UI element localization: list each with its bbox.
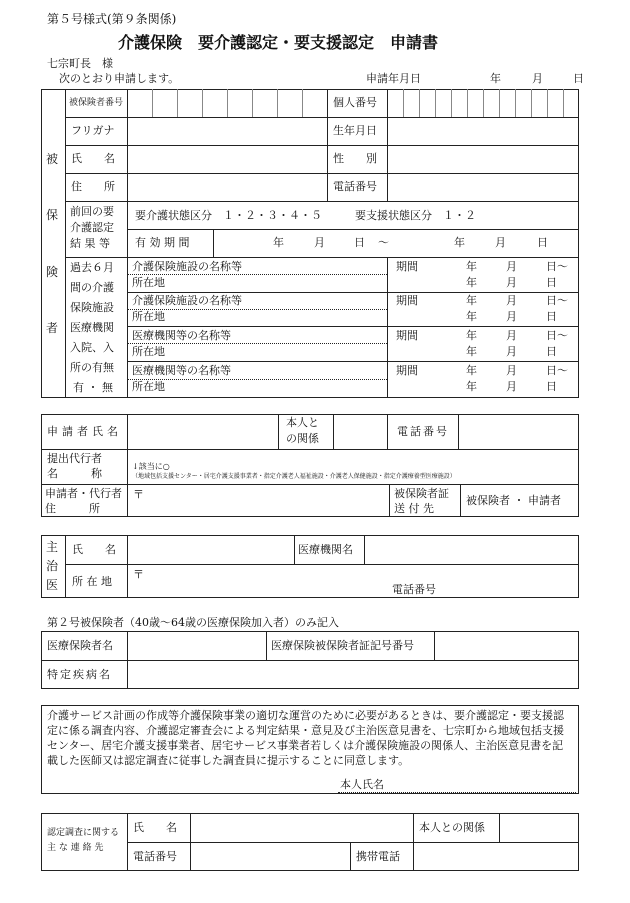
facility-2-from-month: 月 bbox=[506, 294, 517, 307]
valid-to-year-input[interactable] bbox=[400, 230, 452, 256]
facility-1-address-input[interactable] bbox=[180, 275, 386, 291]
history-label-6: 所の有無 bbox=[70, 361, 114, 374]
facility-4-period-label: 期間 bbox=[396, 364, 418, 377]
disease-input[interactable] bbox=[128, 661, 578, 688]
applicant-phone-label: 電話番号 bbox=[397, 425, 449, 438]
address-label: 住 所 bbox=[71, 180, 115, 193]
personal-number-input[interactable] bbox=[388, 90, 578, 116]
facility-1-to-year: 年 bbox=[466, 276, 477, 289]
contact-name-label: 氏 名 bbox=[133, 821, 177, 834]
relation-label-1: 本人と bbox=[286, 416, 319, 429]
birthdate-input[interactable] bbox=[388, 118, 578, 144]
valid-from-year-unit: 年 bbox=[273, 236, 284, 249]
valid-period-tilde: ～ bbox=[378, 236, 389, 249]
insured-number-input[interactable] bbox=[128, 90, 327, 116]
applicant-name-label: 申請者氏名 bbox=[47, 425, 122, 438]
insured-side-char-4: 者 bbox=[46, 321, 59, 335]
facility-1-name-input[interactable] bbox=[270, 258, 386, 274]
facility-3-name-label: 医療機関等の名称等 bbox=[132, 329, 231, 342]
phone-label: 電話番号 bbox=[333, 180, 377, 193]
applicant-address-label-1: 申請者・代行者 bbox=[45, 487, 122, 500]
insured-side-char-3: 険 bbox=[46, 265, 59, 279]
application-month-input[interactable] bbox=[503, 71, 529, 87]
contact-mobile-input[interactable] bbox=[414, 843, 578, 870]
facility-2-name-label: 介護保険施設の名称等 bbox=[132, 294, 242, 307]
furigana-input[interactable] bbox=[128, 118, 327, 144]
form-number: 第５号様式(第９条関係) bbox=[47, 12, 177, 26]
gender-label: 性 別 bbox=[333, 152, 377, 165]
valid-from-day-unit: 日 bbox=[354, 236, 365, 249]
institution-input[interactable] bbox=[365, 536, 578, 563]
insured-number-label: 被保険者番号 bbox=[69, 98, 124, 108]
facility-3-to-year: 年 bbox=[466, 345, 477, 358]
contact-relation-label: 本人との関係 bbox=[419, 821, 485, 834]
valid-from-year-input[interactable] bbox=[214, 230, 270, 256]
consent-line-4: 載した医師又は認定調査に従事した調査員に提示することに同意します。 bbox=[47, 754, 410, 767]
history-label-3: 保険施設 bbox=[70, 301, 114, 314]
facility-4-address-label: 所在地 bbox=[132, 380, 165, 393]
physician-postal-mark: 〒 bbox=[133, 568, 144, 581]
facility-2-to-year: 年 bbox=[466, 310, 477, 323]
physician-side-char-2: 治 bbox=[46, 559, 59, 573]
physician-phone-input[interactable] bbox=[445, 580, 577, 596]
facility-4-address-input[interactable] bbox=[180, 380, 386, 397]
facility-2-address-label: 所在地 bbox=[132, 310, 165, 323]
history-label-5: 入院、入 bbox=[70, 341, 114, 354]
facility-4-to-month: 月 bbox=[506, 380, 517, 393]
name-input[interactable] bbox=[128, 146, 327, 172]
agent-label-2: 名 称 bbox=[47, 467, 102, 480]
consent-line-3: センター、居宅介護支援事業者、居宅サービス事業者若しくは介護保険施設の関係人、主治医意見書を記 bbox=[47, 739, 564, 752]
facility-2-from-day: 日～ bbox=[546, 294, 568, 307]
prev-cert-label-3: 結 果 等 bbox=[70, 237, 110, 250]
history-presence-options[interactable]: 有 ・ 無 bbox=[73, 381, 113, 394]
facility-3-period-label: 期間 bbox=[396, 329, 418, 342]
care-level-options[interactable]: 要介護状態区分 １・２・３・４・５ bbox=[135, 209, 322, 222]
facility-1-to-month: 月 bbox=[506, 276, 517, 289]
history-label-4: 医療機関 bbox=[70, 321, 114, 334]
send-to-options[interactable]: 被保険者 ・ 申請者 bbox=[466, 494, 561, 507]
facility-2-from-year: 年 bbox=[466, 294, 477, 307]
address-input[interactable] bbox=[128, 174, 327, 200]
application-day-input[interactable] bbox=[545, 71, 571, 87]
facility-4-from-day: 日～ bbox=[546, 364, 568, 377]
prev-cert-label-2: 介護認定 bbox=[70, 221, 114, 234]
facility-2-period-label: 期間 bbox=[396, 294, 418, 307]
relation-label-2: の関係 bbox=[286, 432, 319, 445]
application-year-input[interactable] bbox=[430, 71, 486, 87]
gender-input[interactable] bbox=[388, 146, 578, 172]
valid-period-label: 有 効 期 間 bbox=[135, 236, 190, 249]
contact-name-input[interactable] bbox=[191, 814, 413, 841]
support-level-options[interactable]: 要支援状態区分 １・２ bbox=[355, 209, 476, 222]
send-label-2: 送 付 先 bbox=[394, 502, 434, 515]
cert-number-input[interactable] bbox=[435, 632, 578, 659]
consent-line-1: 介護サービス計画の作成等介護保険事業の適切な運営のために必要があるときは、要介護認定・要支援認 bbox=[47, 709, 564, 722]
facility-4-from-year: 年 bbox=[466, 364, 477, 377]
institution-label: 医療機関名 bbox=[298, 543, 353, 556]
agent-options[interactable]: （地域包括支援センター・居宅介護支援事業者・指定介護老人福祉施設・介護老人保健施設・指定介護療養型医療施設） bbox=[132, 473, 456, 480]
facility-2-to-day: 日 bbox=[546, 310, 557, 323]
prev-cert-label-1: 前回の要 bbox=[70, 205, 114, 218]
physician-name-input[interactable] bbox=[128, 536, 294, 563]
signature-label: 本人氏名 bbox=[340, 778, 384, 791]
history-label-2: 間の介護 bbox=[70, 281, 114, 294]
contact-phone-label: 電話番号 bbox=[133, 850, 177, 863]
name-label: 氏 名 bbox=[71, 152, 115, 165]
facility-2-address-input[interactable] bbox=[180, 310, 386, 325]
insured-side-char-1: 被 bbox=[46, 152, 59, 166]
facility-2-to-month: 月 bbox=[506, 310, 517, 323]
facility-3-from-year: 年 bbox=[466, 329, 477, 342]
application-year-unit: 年 bbox=[490, 72, 501, 85]
applicant-address-input[interactable] bbox=[146, 486, 388, 516]
phone-input[interactable] bbox=[388, 174, 578, 200]
applicant-postal-mark: 〒 bbox=[133, 488, 144, 501]
facility-4-from-month: 月 bbox=[506, 364, 517, 377]
birthdate-label: 生年月日 bbox=[333, 124, 377, 137]
physician-side-char-3: 医 bbox=[46, 578, 59, 592]
agent-label-1: 提出代行者 bbox=[47, 452, 102, 465]
facility-1-address-label: 所在地 bbox=[132, 276, 165, 289]
insurer-label: 医療保険者名 bbox=[47, 639, 113, 652]
facility-3-address-label: 所在地 bbox=[132, 345, 165, 358]
disease-label: 特定疾病名 bbox=[47, 668, 112, 681]
contact-relation-input[interactable] bbox=[500, 814, 578, 841]
facility-3-to-month: 月 bbox=[506, 345, 517, 358]
facility-1-name-label: 介護保険施設の名称等 bbox=[132, 260, 242, 273]
applicant-phone-input[interactable] bbox=[459, 415, 578, 448]
physician-phone-label: 電話番号 bbox=[392, 583, 436, 596]
facility-2-name-input[interactable] bbox=[270, 293, 386, 308]
physician-address-label: 所 在 地 bbox=[72, 575, 112, 588]
application-month-unit: 月 bbox=[532, 72, 543, 85]
signature-line bbox=[338, 792, 576, 793]
facility-4-to-year: 年 bbox=[466, 380, 477, 393]
applicant-address-label-2: 住 所 bbox=[45, 502, 100, 515]
valid-to-day-unit: 日 bbox=[537, 236, 548, 249]
insurer-input[interactable] bbox=[128, 632, 266, 659]
type2-heading: 第２号被保険者（40歳～64歳の医療保険加入者）のみ記入 bbox=[47, 616, 339, 629]
agent-note: ↓該当に○ bbox=[132, 462, 170, 471]
facility-1-period-label: 期間 bbox=[396, 260, 418, 273]
applicant-name-input[interactable] bbox=[128, 415, 278, 448]
facility-4-name-input[interactable] bbox=[270, 362, 386, 378]
intro-text: 次のとおり申請します。 bbox=[59, 72, 180, 85]
agent-name-input[interactable] bbox=[128, 450, 578, 462]
facility-4-to-day: 日 bbox=[546, 380, 557, 393]
contact-mobile-label: 携帯電話 bbox=[356, 850, 400, 863]
contact-phone-input[interactable] bbox=[191, 843, 350, 870]
valid-from-month-unit: 月 bbox=[314, 236, 325, 249]
page-title: 介護保険 要介護認定・要支援認定 申請書 bbox=[118, 33, 439, 52]
recipient: 七宗町長 様 bbox=[47, 57, 113, 70]
physician-side-char-1: 主 bbox=[46, 540, 59, 554]
application-day-unit: 日 bbox=[573, 72, 584, 85]
facility-4-name-label: 医療機関等の名称等 bbox=[132, 364, 231, 377]
facility-3-from-day: 日～ bbox=[546, 329, 568, 342]
relation-input[interactable] bbox=[334, 415, 387, 448]
facility-1-from-day: 日～ bbox=[546, 260, 568, 273]
consent-line-2: 定に係る調査内容、介護認定審査会による判定結果・意見及び主治医意見書を、七宗町から地域包括支援 bbox=[47, 724, 564, 737]
application-date-label: 申請年月日 bbox=[366, 72, 421, 85]
facility-1-from-year: 年 bbox=[466, 260, 477, 273]
contact-label-2: 主 な 連 絡 先 bbox=[47, 843, 104, 853]
furigana-label: フリガナ bbox=[71, 124, 115, 137]
history-label-1: 過去６月 bbox=[70, 261, 114, 274]
valid-to-year-unit: 年 bbox=[454, 236, 465, 249]
cert-number-label: 医療保険被保険者証記号番号 bbox=[271, 639, 414, 652]
physician-address-input[interactable] bbox=[146, 566, 386, 596]
insured-side-char-2: 保 bbox=[46, 208, 59, 222]
contact-label-1: 認定調査に関する bbox=[47, 828, 120, 838]
facility-1-from-month: 月 bbox=[506, 260, 517, 273]
valid-to-month-unit: 月 bbox=[495, 236, 506, 249]
personal-number-label: 個人番号 bbox=[333, 96, 377, 109]
physician-name-label: 氏 名 bbox=[72, 543, 116, 556]
signature-input[interactable] bbox=[390, 775, 576, 791]
send-label-1: 被保険者証 bbox=[394, 487, 449, 500]
facility-3-from-month: 月 bbox=[506, 329, 517, 342]
facility-1-to-day: 日 bbox=[546, 276, 557, 289]
facility-3-to-day: 日 bbox=[546, 345, 557, 358]
facility-3-address-input[interactable] bbox=[180, 344, 386, 360]
facility-3-name-input[interactable] bbox=[270, 327, 386, 342]
